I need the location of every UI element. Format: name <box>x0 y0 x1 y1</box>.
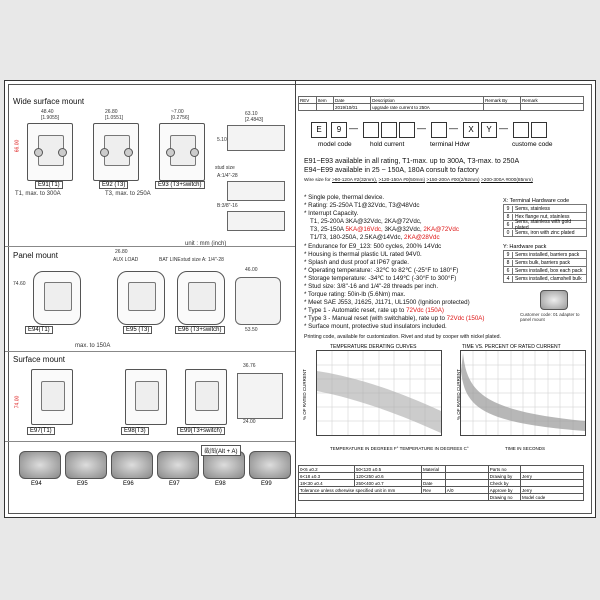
wire-size-d: >200-300A #000(85mm) <box>480 178 533 183</box>
tb-cell: Check by <box>488 480 520 487</box>
photo-label-e96: E96 <box>123 481 134 487</box>
e94-label: E94(T1) <box>25 326 53 334</box>
tb-row <box>299 466 584 473</box>
code-box-x: X <box>463 122 479 138</box>
wire-size-label: Wire size for <box>304 178 331 183</box>
dim-53-50: 53.50 <box>245 327 258 333</box>
dim-24: 24.00 <box>243 419 256 425</box>
code-dash: — <box>499 123 508 133</box>
photo-label-e97: E97 <box>169 481 180 487</box>
photo-label-e98: E98 <box>215 481 226 487</box>
wire-size-b: >120-150A #0(50mm) <box>378 178 426 183</box>
code-box-custom-2 <box>531 122 547 138</box>
printing-note: Printing code, available for customization. Rivet and stud by cooper with nickel plated. <box>304 334 501 340</box>
tb-cell: 18<30 ±0.4 <box>299 480 355 487</box>
spec-15-red: 72Vdc (150A) <box>406 307 444 314</box>
spec-14: * Meet SAE J553, J1625, J1171, UL1500 (Ignition protected) <box>304 299 470 306</box>
rev-cell <box>521 104 584 111</box>
chart1-title: TEMPERATURE DERATING CURVES <box>330 344 417 350</box>
tb-cell: A/0 <box>445 487 488 494</box>
tb-cell <box>421 473 445 480</box>
stud-right <box>58 148 67 157</box>
pack-desc: Sems installed, barriers pack <box>515 251 580 258</box>
center-divider <box>295 81 296 517</box>
term-code: 8 <box>504 214 513 220</box>
t1-max: T1, max. to 300A <box>15 191 61 197</box>
pack-code: 6 <box>504 268 513 274</box>
spec-9: * Splash and dust proof at IP67 grade. <box>304 259 409 266</box>
spec-5-a: T3, 25-150A <box>310 226 344 233</box>
e91-label: E91(T1) <box>35 181 63 189</box>
code-box-y: Y <box>481 122 497 138</box>
code-box-e: E <box>311 122 327 138</box>
terminal-hdwr-label: terminal Hdwr <box>430 141 471 148</box>
e93-label: E93 (T3+switch) <box>155 181 205 189</box>
e97-label: E97(T1) <box>27 427 55 435</box>
section-divider-1 <box>5 246 295 247</box>
adapter-image <box>540 290 568 310</box>
crop-shortcut-tooltip: 截图(Alt + A) <box>201 445 241 456</box>
spec-5-red-2: 2KA@72Vdc <box>423 226 459 233</box>
stud-right <box>124 148 133 157</box>
tb-cell <box>445 473 488 480</box>
panel-dim: 26.80 <box>115 249 128 255</box>
spec-16-red: 72Vdc (150A) <box>446 315 485 322</box>
pack-row <box>503 274 587 283</box>
tb-cell <box>521 466 584 473</box>
dim-46: 46.00 <box>245 267 258 273</box>
max-150: max. to 150A <box>75 343 111 349</box>
bat-line: BAT LINE <box>159 257 181 263</box>
e96-drawing <box>177 271 225 325</box>
dim-5-10: 5.10 <box>217 137 227 143</box>
dim-26-80: 26.80 <box>105 109 118 115</box>
wide-surface-title: Wide surface mount <box>13 97 85 106</box>
tb-cell <box>521 480 584 487</box>
datasheet <box>4 80 596 518</box>
rev-col-rev: REV <box>299 97 317 104</box>
photo-label-e99: E99 <box>261 481 272 487</box>
dim-7-inch: [0.2756] <box>171 115 190 121</box>
tb-cell <box>445 480 488 487</box>
hold-current-label: hold current <box>370 141 405 148</box>
term-row <box>503 228 587 237</box>
tb-cell: 0<6 ±0.2 <box>299 466 355 473</box>
availability-line-2: E94~E99 available in 25 ~ 150A, 180A consult to factory <box>304 167 479 174</box>
stud-b: B:3/8"-16 <box>217 203 238 209</box>
section-divider-2 <box>5 351 295 352</box>
tb-spacer <box>299 494 489 501</box>
dim-48-40: 48.40 <box>41 109 54 115</box>
rev-cell <box>484 104 521 111</box>
rev-col-date: Date <box>333 97 370 104</box>
e93-drawing <box>159 123 205 181</box>
tb-cell: Material <box>421 466 445 473</box>
e95-label: E95 (T3) <box>123 326 152 334</box>
temperature-derating-chart <box>316 350 442 436</box>
code-dash: — <box>417 123 426 133</box>
e92-label: E92 (T3) <box>99 181 128 189</box>
dim-63-10: 63.10 <box>245 111 258 117</box>
rev-col-remark-by: Remark By <box>484 97 521 104</box>
spec-6-a: T1/T3, 180-250A, 2.5KA@14Vdc, <box>310 234 403 241</box>
code-box-hold-1 <box>363 122 379 138</box>
surface-mount-title: Surface mount <box>13 355 66 364</box>
spec-13: * Torque rating: 50in-lb (5.6Nm) max. <box>304 291 406 298</box>
side-view-b <box>227 211 285 231</box>
rev-row <box>299 104 584 111</box>
tb-row <box>299 487 584 494</box>
t3-max: T3, max. to 250A <box>105 191 151 197</box>
dim-7: ~7.00 <box>171 109 184 115</box>
tb-row <box>299 494 584 501</box>
tb-cell: Parts no <box>488 466 520 473</box>
spec-16-a: * Type 3 - Manual reset (with switchable), rate up to <box>304 315 445 322</box>
stud-left <box>100 148 109 157</box>
tb-cell: Drawing by <box>488 473 520 480</box>
hardware-pack-table <box>503 244 587 283</box>
stud-size-label: stud size <box>215 165 235 171</box>
chart1-ylabel: % OF RATED CURRENT <box>302 369 307 420</box>
chart2-xlabel: TIME IN SECONDS <box>505 446 546 451</box>
spec-2: * Rating: 25-250A T1@32Vdc, T3@48Vdc <box>304 202 420 209</box>
photo-e95 <box>65 451 107 479</box>
panel-side-view <box>235 277 281 325</box>
time-vs-current-chart <box>460 350 586 436</box>
aux-load: AUX LOAD <box>113 257 139 263</box>
e98-label: E98(T3) <box>121 427 149 435</box>
e99-drawing <box>185 369 227 425</box>
dim-74-60: 74.60 <box>13 281 26 287</box>
dim-26-80-inch: [1.0551] <box>105 115 124 121</box>
e92-drawing <box>93 123 139 181</box>
spec-8: * Housing is thermal plastic UL rated 94V0. <box>304 251 422 258</box>
e99-label: E99(T3+switch) <box>177 427 225 435</box>
e94-drawing <box>33 271 81 325</box>
photo-e97 <box>157 451 199 479</box>
tb-row <box>299 473 584 480</box>
tb-cell: Date <box>421 480 445 487</box>
term-code: 9 <box>504 206 513 212</box>
tb-cell: Jerry <box>521 473 584 480</box>
code-box-hdwr <box>431 122 447 138</box>
dim-36-76: 36.76 <box>243 363 256 369</box>
wire-size-a: >90-120A #2(32mm), <box>332 178 378 183</box>
spec-5 <box>310 226 459 233</box>
unit-note: unit : mm (inch) <box>185 241 227 247</box>
spec-12: * Stud size: 3/8"-16 and 1/4"-28 threads per inch. <box>304 283 439 290</box>
stud-left <box>34 148 43 157</box>
spec-5-red-1: 5KA@16Vdc, <box>345 226 383 233</box>
tb-cell <box>445 466 488 473</box>
terminal-hardware-header: X: Terminal Hardware code <box>503 198 570 204</box>
tb-row <box>299 480 584 487</box>
spec-15-a: * Type 1 - Automatic reset, rate up to <box>304 307 405 314</box>
spec-6 <box>310 234 440 241</box>
photo-label-e94: E94 <box>31 481 42 487</box>
chart2-title: TIME VS. PERCENT OF RATED CURRENT <box>462 344 561 350</box>
spec-10: * Operating temperature: -32℃ to 82℃ (-25°F to 180°F) <box>304 267 459 274</box>
side-view-top <box>227 125 285 151</box>
customer-code-note: Customer code: 01 adapter to panel mount <box>520 312 580 322</box>
pack-desc: Sems installed, box each pack <box>515 267 583 274</box>
section-divider-3 <box>5 441 295 442</box>
tb-cell: Approve by <box>488 487 520 494</box>
rev-cell <box>316 104 333 111</box>
chart2-ylabel: % OF RATED CURRENT <box>456 369 461 420</box>
revision-table <box>298 96 584 111</box>
tb-cell: 50<120 ±0.5 <box>355 466 422 473</box>
rev-col-item: Item <box>316 97 333 104</box>
code-box-hold-3 <box>399 122 415 138</box>
tb-cell: 120<250 ±0.6 <box>355 473 422 480</box>
spec-16 <box>304 315 484 322</box>
term-row <box>503 220 587 229</box>
pack-desc: Sems installed, clamshell bulk <box>515 275 582 282</box>
photo-e99 <box>249 451 291 479</box>
wire-size-c: >150-200A #00(2/92mm) <box>426 178 480 183</box>
model-code-label: model code <box>318 141 352 148</box>
code-box-custom-1 <box>513 122 529 138</box>
spec-17: * Surface mount, protective stud insulators included. <box>304 323 447 330</box>
side-view-a <box>227 181 285 201</box>
photo-label-e95: E95 <box>77 481 88 487</box>
e91-drawing <box>27 123 73 181</box>
tb-cell: Rev <box>421 487 445 494</box>
panel-mount-title: Panel mount <box>13 251 58 260</box>
pack-desc: Sems bulk, barriers pack <box>515 259 571 266</box>
rev-col-remark: Remark <box>521 97 584 104</box>
dim-48-40-inch: [1.9055] <box>41 115 60 121</box>
hardware-pack-header: Y: Hardware pack <box>503 244 547 250</box>
custome-code-label: custome code <box>512 141 553 148</box>
e98-drawing <box>125 369 167 425</box>
chart1-xlabel: TEMPERATURE IN DEGREES F° TEMPERATURE IN DEGREES C° <box>330 446 469 451</box>
term-desc: Sems, iron with zinc plated <box>515 229 575 236</box>
dim-74-00: 74.00 <box>14 395 21 409</box>
pack-code: 4 <box>504 276 513 282</box>
code-dash: — <box>349 123 358 133</box>
spec-15 <box>304 307 444 314</box>
term-code: 0 <box>504 230 513 236</box>
spec-6-red: 2KA@28Vdc <box>404 234 440 241</box>
code-dash: — <box>449 123 458 133</box>
availability-line-1: E91~E93 available in all rating, T1-max. up to 300A, T3-max. to 250A <box>304 158 520 165</box>
dim-63-10-inch: [2.4843] <box>245 117 264 123</box>
tb-cell: Jerry <box>521 487 584 494</box>
spec-5-b: 3KA@32Vdc, <box>384 226 422 233</box>
e97-drawing <box>31 369 73 425</box>
surface-side-view <box>237 373 283 419</box>
term-code: 6 <box>504 222 513 228</box>
term-desc: Hex flange nut, stainless <box>515 213 570 220</box>
photo-e94 <box>19 451 61 479</box>
tb-cell: 6<18 ±0.3 <box>299 473 355 480</box>
tb-cell: 250<400 ±0.7 <box>355 480 422 487</box>
pack-code: 9 <box>504 252 513 258</box>
e96-label: E96 (T3+switch) <box>175 326 225 334</box>
rev-cell-desc: upgrade rate current to 250A <box>371 104 484 111</box>
spec-3: * Interrupt Capacity. <box>304 210 359 217</box>
rev-cell <box>299 104 317 111</box>
term-desc: Sems, stainless with gold plated <box>514 218 572 231</box>
term-desc: Sems, stainless <box>515 205 551 212</box>
stud-a: A:1/4"-28 <box>217 173 238 179</box>
tb-cell: Model code <box>521 494 584 501</box>
rev-col-desc: Description <box>371 97 484 104</box>
stud-left <box>166 148 175 157</box>
terminal-hardware-table <box>503 198 587 237</box>
code-box-9: 9 <box>331 122 347 138</box>
photo-e96 <box>111 451 153 479</box>
wire-size-line <box>304 178 533 183</box>
spec-11: * Storage temperature: -34℃ to 149℃ (-30°F to 300°F) <box>304 275 457 282</box>
stud-right <box>190 148 199 157</box>
e95-drawing <box>117 271 165 325</box>
rev-cell-date: 2019/10/01 <box>333 104 370 111</box>
tb-tolerance-note: Tolerance unless otherwise specified unit in mm <box>299 487 422 494</box>
pack-code: 8 <box>504 260 513 266</box>
spec-4: T1, 25-200A 3KA@32Vdc, 2KA@72Vdc, <box>310 218 422 225</box>
spec-7: * Endurance for E9_123: 500 cycles, 200% 14Vdc <box>304 243 442 250</box>
rev-header-row <box>299 97 584 104</box>
title-block <box>298 465 584 501</box>
dim-66: 66.00 <box>14 139 21 153</box>
code-box-hold-2 <box>381 122 397 138</box>
panel-stud-size: stud size A: 1/4"-28 <box>181 257 224 263</box>
tb-cell: Drawing no <box>488 494 520 501</box>
spec-1: * Single pole, thermal device. <box>304 194 385 201</box>
